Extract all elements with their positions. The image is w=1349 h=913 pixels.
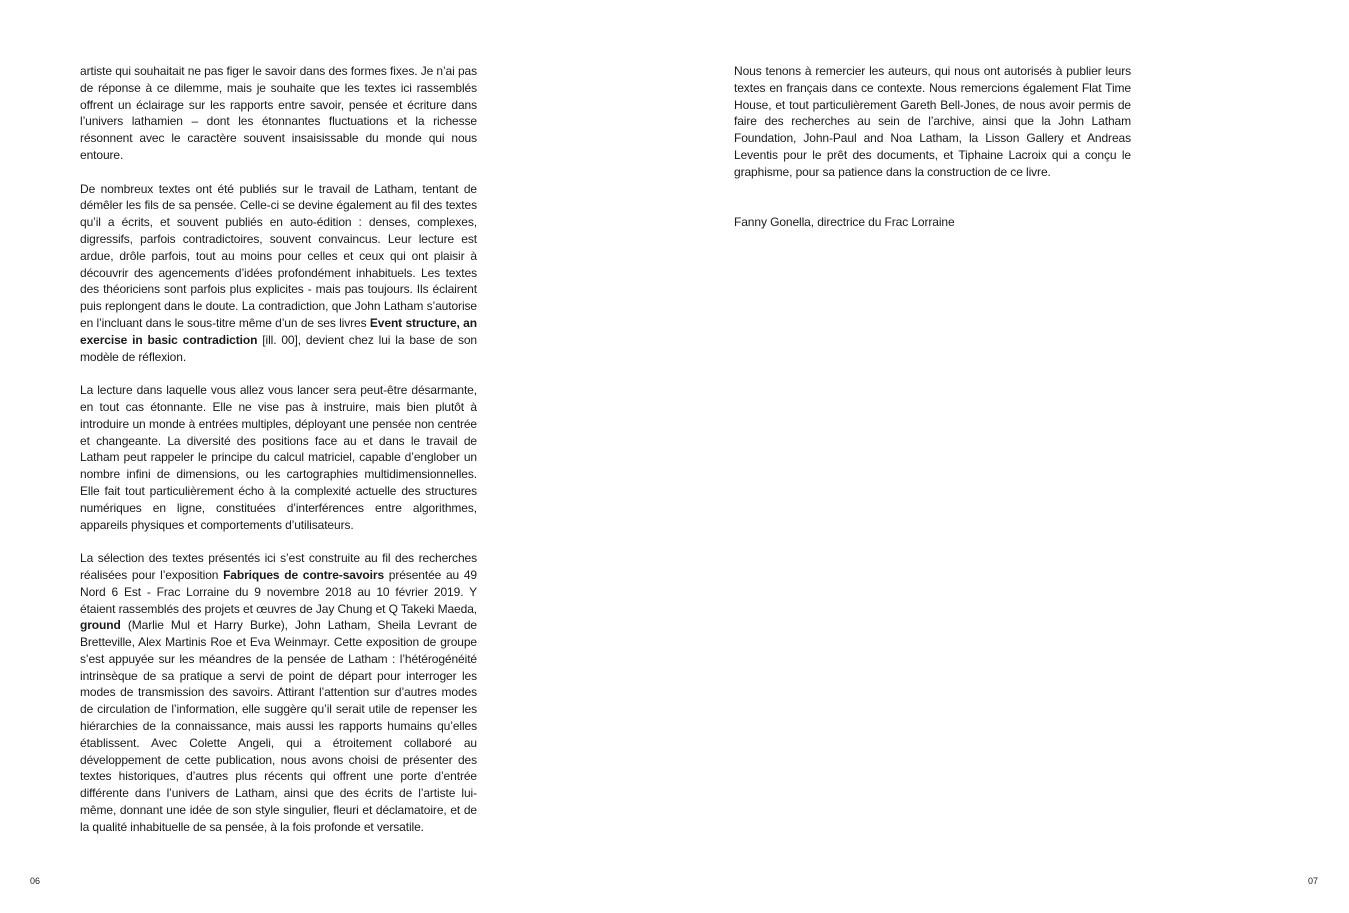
paragraph-1	[80, 63, 477, 164]
paragraph-4-text-middle: présentée au 49 Nord 6 Est - Frac Lorraine du 9 novembre 2018 au 10 février 2019. Y étaient rassemblés des projets et œuvres de Jay Chung et Q Takeki Maeda,	[80, 567, 477, 616]
paragraph-1-text: artiste qui souhaitait ne pas figer le savoir dans des formes fixes. Je n’ai pas de réponse à ce dilemme, mais je souhaite que les textes ici rassemblés offrent un éclairage sur les rapports entre savoir, pensée et écriture dans l’univers lathamien – dont les étonnantes fluctuations et la richesse résonnent avec le caractère souvent insaisissable du monde qui nous entoure.	[80, 64, 477, 162]
collective-name: ground	[80, 618, 121, 633]
right-page	[675, 0, 1349, 913]
book-title: Event structure, an exercise in basic contradiction	[80, 315, 477, 347]
paragraph-4-text-before: La sélection des textes présentés ici s’est construite au fil des recherches réalisées pour l’exposition	[80, 551, 477, 582]
acknowledgements-paragraph: Nous tenons à remercier les auteurs, qui nous ont autorisés à publier leurs textes en français dans ce contexte. Nous remercions également Flat Time House, et tout particulièrement Gareth Bell-Jones, de nous avoir permis de faire des recherches au sein de l’archive, ainsi que la John Latham Foundation, John-Paul and Noa Latham, la Lisson Gallery et Andreas Leventis pour le prêt des documents, et Tiphaine Lacroix qui a conçu le graphisme, pour sa patience dans la construction de ce livre.	[734, 64, 1131, 179]
page-number-right: 07	[1307, 876, 1318, 886]
page-number-left: 06	[30, 876, 41, 886]
paragraph-3	[80, 382, 477, 533]
signature: Fanny Gonella, directrice du Frac Lorraine	[734, 215, 955, 230]
paragraph-4-text-after: (Marlie Mul et Harry Burke), John Latham, Sheila Levrant de Bretteville, Alex Martinis Roe et Eva Weinmayr. Cette exposition de groupe s’est appuyée sur les méandres de la pensée de Latham : l’hétérogénéité intrinsèque de sa pratique a servi de point de départ pour interroger les modes de transmission des savoirs. Attirant l’attention sur d’autres modes de circulation de l’information, elle suggère qu’il serait utile de repenser les hiérarchies de la connaissance, mais aussi les rapports humains qu’elles établissent. Avec Colette Angeli, qui a étroitement collaboré au développement de cette publication, nous avons choisi de présenter des textes historiques, d’autres plus récents qui offrent une porte d’entrée différente dans l’univers de Latham, ainsi que des écrits de l’artiste lui-même, donnant une idée de son style singulier, fleuri et déclamatoire, et de la qualité inhabituelle de sa pensée, à la fois profonde et versatile.	[80, 618, 477, 834]
exhibition-title: Fabriques de contre-savoirs	[223, 567, 385, 582]
paragraph-3-text: La lecture dans laquelle vous allez vous lancer sera peut-être désarmante, en tout cas étonnante. Elle ne vise pas à instruire, mais bien plutôt à introduire un monde à entrées multiples, déployant une pensée non centrée et changeante. La diversité des positions face au et dans le travail de Latham peut rappeler le principe du calcul matriciel, capable d’englober un nombre infini de dimensions, ou les cartographies multidimensionnelles. Elle fait tout particulièrement écho à la complexité actuelle des structures numériques en ligne, constituées d’interférences entre algorithmes, appareils physiques et comportements d’utilisateurs.	[80, 383, 477, 532]
paragraph-4	[80, 550, 477, 836]
right-text-column	[734, 63, 1131, 248]
left-text-column	[80, 63, 477, 852]
paragraph-2-text-after: [ill. 00], devient chez lui la base de son modèle de réflexion.	[80, 332, 477, 364]
paragraph-2	[80, 181, 477, 366]
paragraph-2-text-before: De nombreux textes ont été publiés sur le travail de Latham, tentant de démêler les fils de sa pensée. Celle-ci se devine également au fil des textes qu’il a écrits, et souvent publiés en auto-édition : denses, complexes, digressifs, parfois contradictoires, souvent convaincus. Leur lecture est ardue, drôle parfois, tout au moins pour celles et ceux qui ont plaisir à découvrir des agencements d’idées profondément inhabituels. Les textes des théoriciens sont parfois plus explicites - mais pas toujours. Ils éclairent puis replongent dans le doute. La contradiction, que John Latham s’autorise en l’incluant dans le sous-titre même d’un de ses livres	[80, 181, 477, 330]
left-page	[0, 0, 674, 913]
